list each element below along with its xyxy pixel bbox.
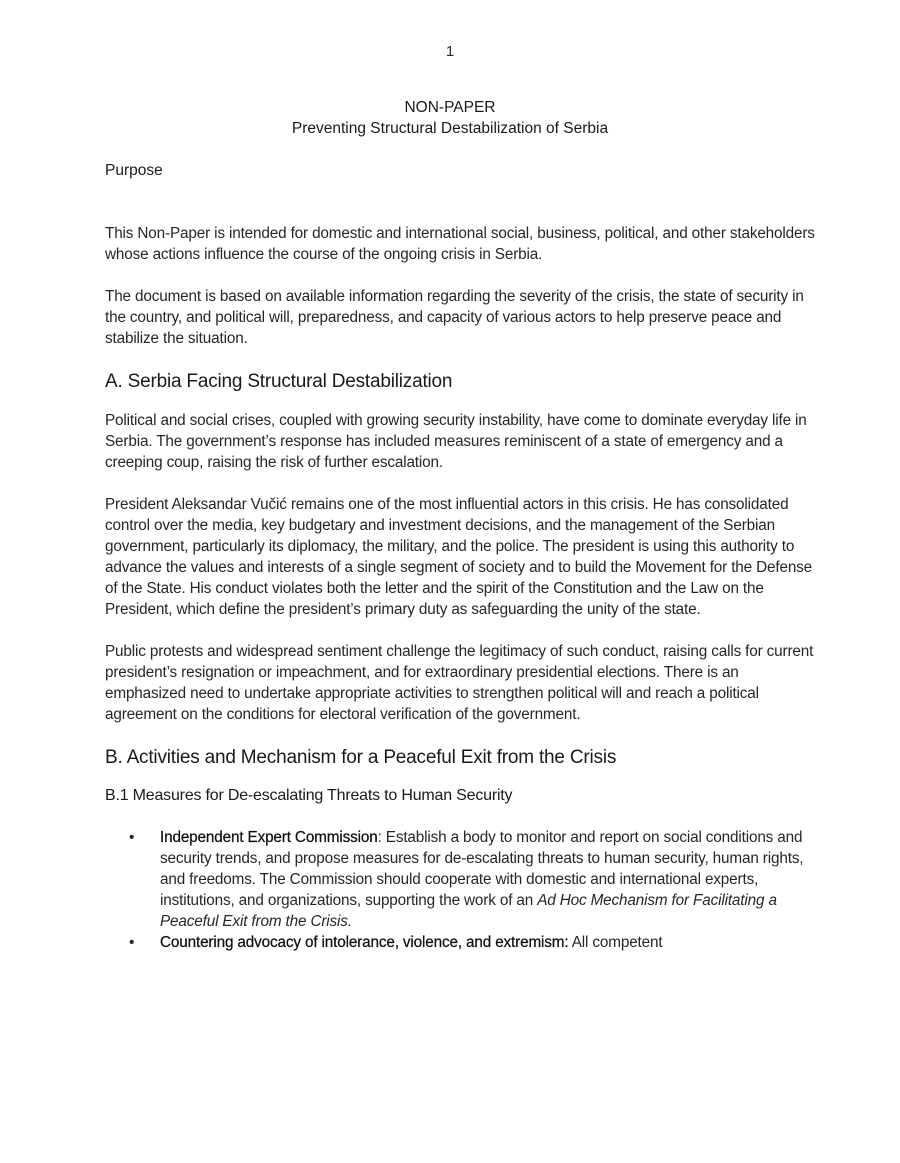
purpose-paragraph: The document is based on available information regarding the severity of the crisis, the state of security in the country, and political will, preparedness, and capacity of various actors to help preserve peace and stabilize the situation. (105, 288, 804, 347)
bullet-icon: • (129, 829, 135, 846)
section-a-heading: A. Serbia Facing Structural Destabilization (105, 371, 453, 392)
section-a-paragraph: President Aleksandar Vučić remains one of the most influential actors in this crisis. He has consolidated control over the media, key budgetary and investment decisions, and the management of the Serbian government, particularly its diplomacy, the military, and the police. The president is using this authority to advance the values and interests of a single segment of society and to build the Movement for the Defense of the State. His conduct violates both the letter and the spirit of the Constitution and the Law on the President, which define the president’s primary duty as safeguarding the unity of the state. (105, 496, 813, 618)
purpose-paragraph: This Non-Paper is intended for domestic and international social, business, political, and other stakeholders whose actions influence the course of the ongoing crisis in Serbia. (105, 225, 815, 263)
list-item-term: Countering advocacy of intolerance, violence, and extremism: (160, 934, 569, 951)
document-type: NON-PAPER (404, 99, 496, 116)
list-item (105, 827, 815, 932)
list-item-term: Independent Expert Commission (160, 829, 378, 846)
document-title: Preventing Structural Destabilization of Serbia (291, 120, 609, 137)
subsection-b1-heading: B.1 Measures for De-escalating Threats to Human Security (105, 787, 513, 804)
list-item-text: All competent (568, 934, 663, 951)
purpose-heading: Purpose (105, 162, 163, 179)
list-item (105, 932, 815, 953)
list-item-emphasis: Ad Hoc Mechanism for Facilitating a Peaceful Exit from the Crisis. (160, 892, 777, 930)
document-body (105, 160, 815, 953)
list-item-text: : Establish a body to monitor and report on social conditions and security trends, and propose measures for de-escalating threats to human security, human rights, and freedoms. The Commission should cooperate with domestic and international experts, institutions, and organizations, supporting the work of an (160, 829, 804, 909)
title-block (0, 97, 900, 139)
page-number: 1 (445, 43, 455, 60)
measures-list (105, 827, 815, 953)
section-a-paragraph: Political and social crises, coupled with growing security instability, have come to dominate everyday life in Serbia. The government’s response has included measures reminiscent of a state of emergency and a creeping coup, raising the risk of further escalation. (105, 412, 807, 471)
bullet-icon: • (129, 934, 135, 951)
section-b-heading: B. Activities and Mechanism for a Peaceful Exit from the Crisis (105, 747, 617, 768)
section-a-paragraph: Public protests and widespread sentiment challenge the legitimacy of such conduct, raising calls for current president’s resignation or impeachment, and for extraordinary presidential elections. There is an emphasized need to undertake appropriate activities to strengthen political will and reach a political agreement on the conditions for electoral verification of the government. (105, 643, 814, 723)
